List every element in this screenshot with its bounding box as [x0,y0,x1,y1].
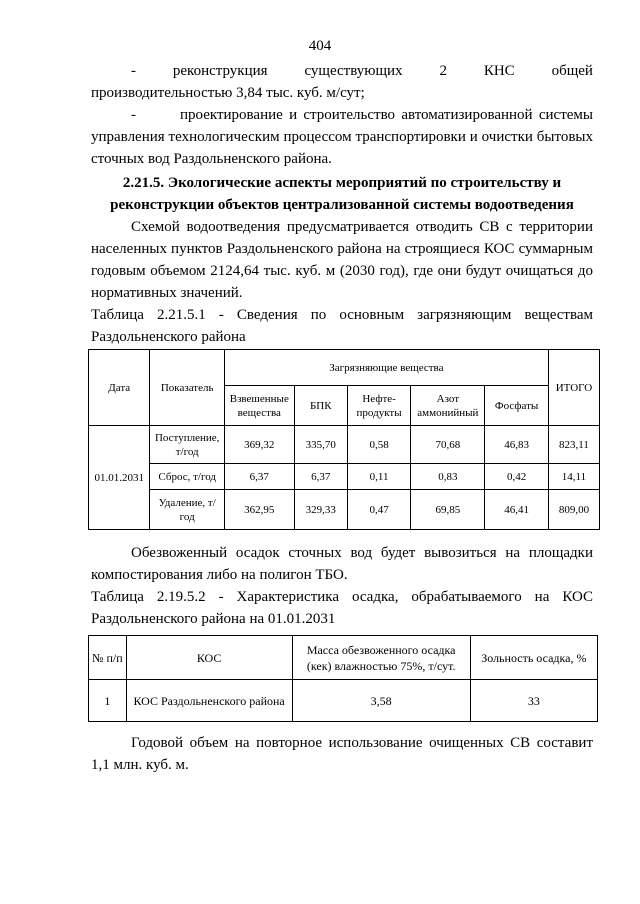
cell-value: 46,83 [485,426,549,464]
row-label: Сброс, т/год [150,464,224,490]
cell-value: 329,33 [294,490,347,530]
paragraph-wastewater-scheme: Схемой водоотведения предусматривается отводить СВ с территории населенных пунктов Раздольненского района на строящиеся КОС суммарным годовым объемом 2124,64 тыс. куб. м (2030 год), где они будут очищаться до нормативных значений. [91,219,593,301]
bullet-dash: - [131,63,136,79]
bullet-word: 2 [439,63,447,79]
cell-value: 0,42 [485,464,549,490]
cell-value: 70,68 [411,426,485,464]
row-label: Удаление, т/год [150,490,224,530]
table2-caption: Таблица 2.19.5.2 - Характеристика осадка, обрабатываемого на КОС Раздольненского района на 01.01.2031 [91,589,593,627]
pollutants-table [88,349,600,530]
bullet-word: реконструкция [172,63,268,79]
cell-kos: КОС Раздольненского района [126,680,292,722]
sludge-table [88,635,598,722]
header-ammonium-nitrogen: Азот аммонийный [411,386,485,426]
cell-value: 369,32 [224,426,294,464]
header-oil-products: Нефте-продукты [347,386,411,426]
cell-num: 1 [89,680,127,722]
table-row [89,680,598,722]
cell-value: 69,85 [411,490,485,530]
section-heading: 2.21.5. Экологические аспекты мероприятий по строительству и реконструкции объектов централизованной системы водоотведения [110,175,574,213]
header-num: № п/п [89,636,127,680]
cell-value: 0,11 [347,464,411,490]
cell-value: 0,47 [347,490,411,530]
cell-value: 362,95 [224,490,294,530]
table-row [89,464,600,490]
cell-value: 46,41 [485,490,549,530]
cell-mass: 3,58 [292,680,470,722]
page-number: 404 [308,38,332,54]
paragraph-sludge: Обезвоженный осадок сточных вод будет вывозиться на площадки компостирования либо на полигон ТБО. [91,545,593,583]
header-phosphates: Фосфаты [485,386,549,426]
table-row [89,426,600,464]
row-label: Поступление, т/год [150,426,224,464]
cell-total: 823,11 [548,426,599,464]
bullet-word: КНС [483,63,515,79]
bullet-reconstruction [91,60,593,104]
cell-value: 0,83 [411,464,485,490]
bullet-word: общей [551,63,593,79]
header-bpk: БПК [294,386,347,426]
bullet-design: - проектирование и строительство автоматизированной системы управления технологическим процессом транспортировки и очистки бытовых сточных вод Раздольненского района. [91,107,593,167]
bullet-word: существующих [304,63,403,79]
cell-value: 6,37 [294,464,347,490]
header-kos: КОС [126,636,292,680]
header-indicator: Показатель [150,350,224,426]
bullet-reconstruction-line2: производительностью 3,84 тыс. куб. м/сут; [91,85,365,101]
paragraph-reuse: Годовой объем на повторное использование очищенных СВ составит 1,1 млн. куб. м. [91,735,593,773]
table1-caption: Таблица 2.21.5.1 - Сведения по основным загрязняющим веществам Раздольненского района [91,307,593,345]
bullet-reconstruction-line1 [91,60,593,82]
header-total: ИТОГО [548,350,599,426]
table-row [89,490,600,530]
header-date: Дата [89,350,150,426]
header-suspended-solids: Взвешенные вещества [224,386,294,426]
header-mass: Масса обезвоженного осадка (кек) влажностью 75%, т/сут. [292,636,470,680]
cell-ash: 33 [470,680,597,722]
cell-total: 14,11 [548,464,599,490]
header-pollutants: Загрязняющие вещества [224,350,548,386]
cell-value: 0,58 [347,426,411,464]
cell-value: 6,37 [224,464,294,490]
cell-date: 01.01.2031 [89,426,150,530]
cell-total: 809,00 [548,490,599,530]
cell-value: 335,70 [294,426,347,464]
header-ash: Зольность осадка, % [470,636,597,680]
